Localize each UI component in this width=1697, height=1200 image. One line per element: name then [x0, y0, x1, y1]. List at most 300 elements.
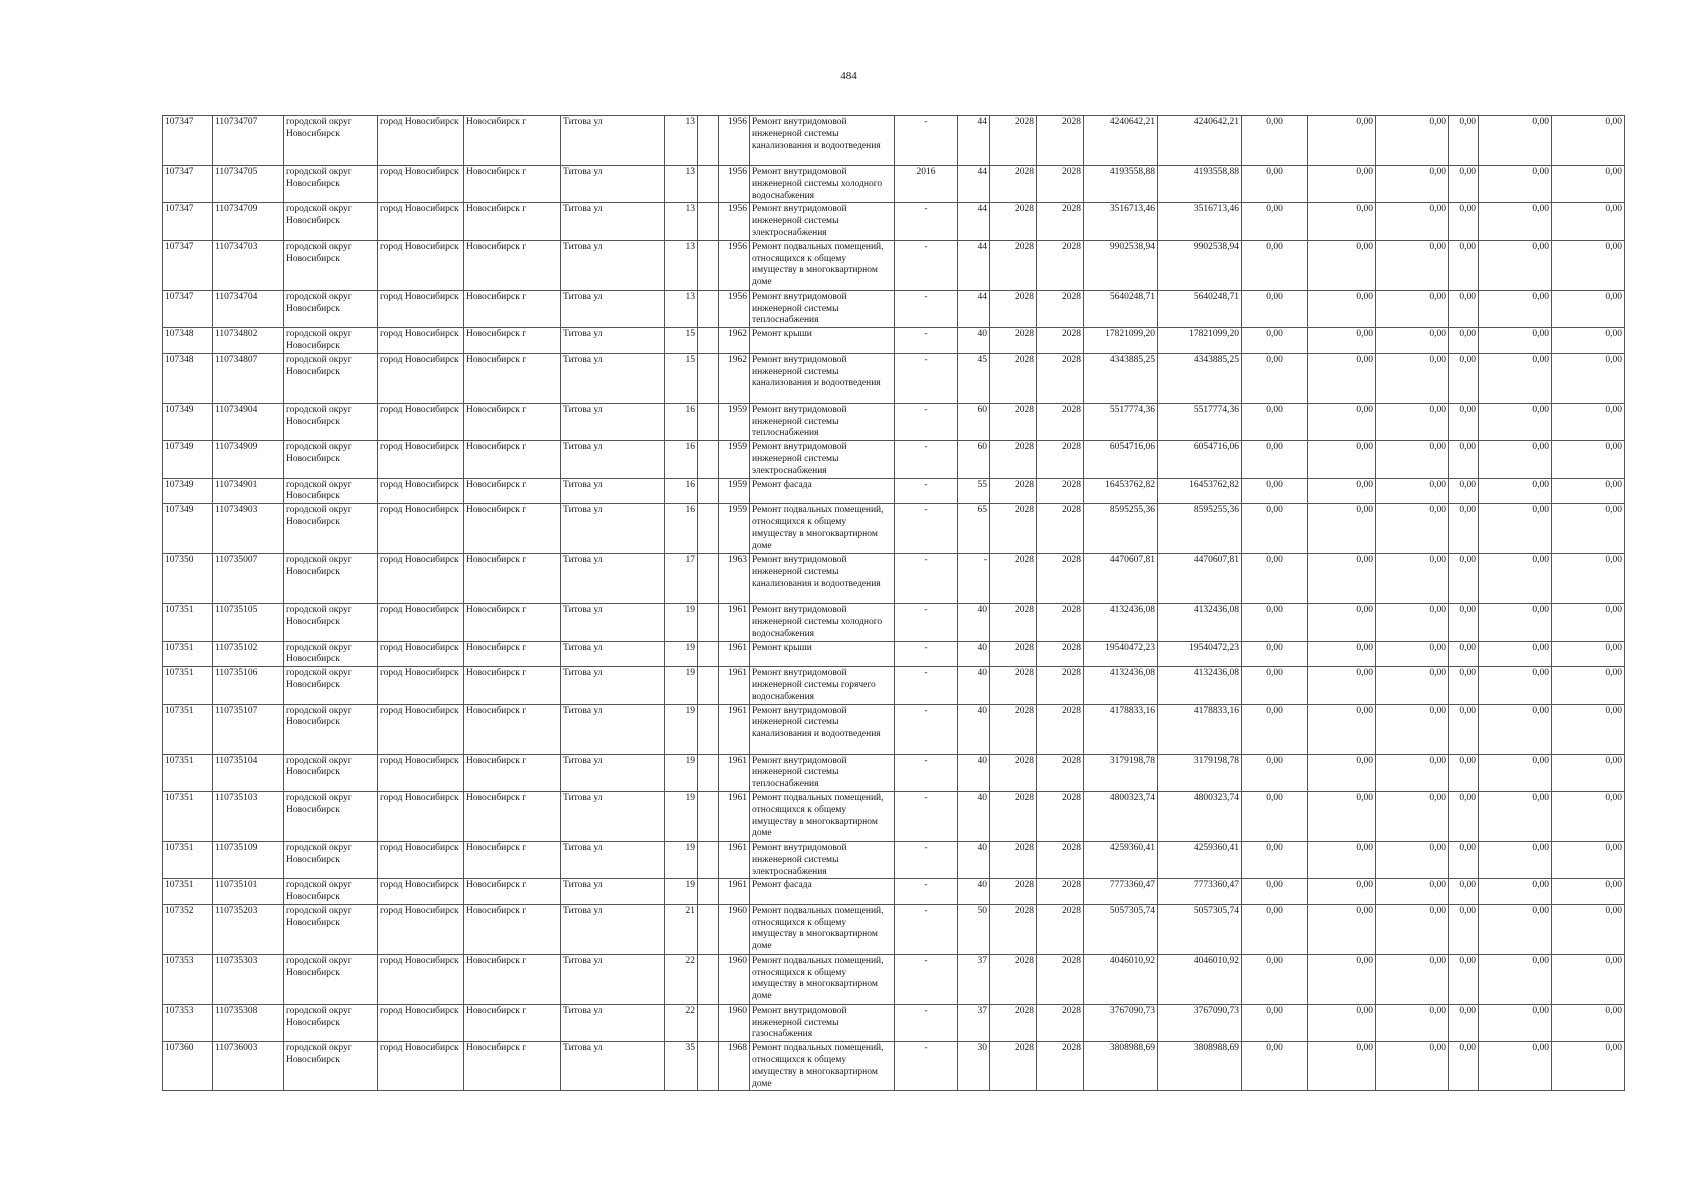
cell-work-type: Ремонт внутридомовой инженерной системы электроснабжения — [750, 441, 895, 478]
cell-district: городской округ Новосибирск — [284, 290, 378, 327]
cell-work-id: 110735007 — [213, 554, 284, 604]
cell-cost-federal: 0,00 — [1242, 791, 1308, 841]
cell-cost-regional: 3808988,69 — [1158, 1042, 1242, 1091]
cell-cost-other: 0,00 — [1552, 667, 1625, 704]
cell-cost-federal: 0,00 — [1242, 240, 1308, 290]
cell-cost-federal: 0,00 — [1242, 504, 1308, 554]
cell-plan-year-end: 2028 — [1037, 667, 1084, 704]
cell-cost-regional: 3516713,46 — [1158, 203, 1242, 240]
cell-city: Новосибирск г — [464, 1004, 561, 1041]
cell-wear-percent: 44 — [958, 290, 990, 327]
cell-city: Новосибирск г — [464, 904, 561, 954]
cell-building-id: 107351 — [163, 704, 213, 754]
cell-house-number: 19 — [665, 791, 698, 841]
cell-settlement: город Новосибирск — [378, 116, 464, 166]
cell-cost-federal: 0,00 — [1242, 754, 1308, 791]
cell-cost-federal: 0,00 — [1242, 954, 1308, 1004]
cell-street: Титова ул — [561, 166, 665, 203]
cell-work-type: Ремонт внутридомовой инженерной системы канализования и водоотведения — [750, 116, 895, 166]
cell-plan-year-start: 2028 — [990, 641, 1037, 667]
cell-city: Новосибирск г — [464, 290, 561, 327]
cell-building-letter — [698, 403, 719, 440]
cell-city: Новосибирск г — [464, 478, 561, 504]
cell-street: Титова ул — [561, 641, 665, 667]
table-row — [163, 1004, 1625, 1041]
cell-cost-subject: 0,00 — [1308, 1042, 1376, 1091]
cell-total-cost: 4132436,08 — [1084, 604, 1158, 641]
cell-wear-percent: 50 — [958, 904, 990, 954]
cell-cost-local: 0,00 — [1376, 166, 1449, 203]
cell-plan-year-end: 2028 — [1037, 353, 1084, 403]
cell-settlement: город Новосибирск — [378, 1042, 464, 1091]
cell-cost-subject: 0,00 — [1308, 441, 1376, 478]
cell-cost-federal: 0,00 — [1242, 441, 1308, 478]
cell-cost-fund: 0,00 — [1449, 441, 1479, 478]
cell-district: городской округ Новосибирск — [284, 704, 378, 754]
table-row — [163, 353, 1625, 403]
cell-cost-subject: 0,00 — [1308, 904, 1376, 954]
cell-plan-year-start: 2028 — [990, 478, 1037, 504]
cell-work-type: Ремонт внутридомовой инженерной системы теплоснабжения — [750, 290, 895, 327]
cell-street: Титова ул — [561, 328, 665, 354]
cell-settlement: город Новосибирск — [378, 203, 464, 240]
cell-cost-owners: 0,00 — [1479, 704, 1552, 754]
cell-work-id: 110735105 — [213, 604, 284, 641]
cell-wear-percent: 44 — [958, 240, 990, 290]
cell-build-year: 1959 — [719, 441, 750, 478]
cell-total-cost: 4800323,74 — [1084, 791, 1158, 841]
repair-register-table — [162, 115, 1625, 1091]
cell-cost-other: 0,00 — [1552, 240, 1625, 290]
cell-build-year: 1962 — [719, 328, 750, 354]
cell-cost-federal: 0,00 — [1242, 116, 1308, 166]
cell-cost-other: 0,00 — [1552, 791, 1625, 841]
cell-plan-year-start: 2028 — [990, 353, 1037, 403]
cell-work-id: 110735102 — [213, 641, 284, 667]
cell-cost-other: 0,00 — [1552, 441, 1625, 478]
table-row — [163, 667, 1625, 704]
cell-build-year: 1959 — [719, 403, 750, 440]
cell-cost-owners: 0,00 — [1479, 504, 1552, 554]
cell-cost-regional: 4259360,41 — [1158, 841, 1242, 878]
cell-build-year: 1960 — [719, 1004, 750, 1041]
cell-wear-percent: 40 — [958, 704, 990, 754]
cell-last-repair-year: - — [895, 403, 958, 440]
cell-cost-subject: 0,00 — [1308, 641, 1376, 667]
cell-cost-regional: 4132436,08 — [1158, 667, 1242, 704]
cell-cost-owners: 0,00 — [1479, 1042, 1552, 1091]
cell-house-number: 16 — [665, 403, 698, 440]
cell-building-id: 107353 — [163, 1004, 213, 1041]
cell-street: Титова ул — [561, 841, 665, 878]
cell-cost-regional: 9902538,94 — [1158, 240, 1242, 290]
cell-street: Титова ул — [561, 116, 665, 166]
cell-cost-federal: 0,00 — [1242, 1004, 1308, 1041]
cell-plan-year-start: 2028 — [990, 441, 1037, 478]
cell-build-year: 1956 — [719, 290, 750, 327]
cell-district: городской округ Новосибирск — [284, 1004, 378, 1041]
cell-cost-other: 0,00 — [1552, 328, 1625, 354]
cell-district: городской округ Новосибирск — [284, 328, 378, 354]
cell-work-type: Ремонт внутридомовой инженерной системы канализования и водоотведения — [750, 704, 895, 754]
cell-city: Новосибирск г — [464, 754, 561, 791]
cell-cost-owners: 0,00 — [1479, 403, 1552, 440]
cell-cost-owners: 0,00 — [1479, 1004, 1552, 1041]
cell-last-repair-year: - — [895, 353, 958, 403]
cell-last-repair-year: - — [895, 1042, 958, 1091]
cell-cost-local: 0,00 — [1376, 478, 1449, 504]
cell-wear-percent: 65 — [958, 504, 990, 554]
cell-city: Новосибирск г — [464, 441, 561, 478]
cell-district: городской округ Новосибирск — [284, 478, 378, 504]
cell-plan-year-start: 2028 — [990, 667, 1037, 704]
cell-cost-other: 0,00 — [1552, 604, 1625, 641]
cell-plan-year-end: 2028 — [1037, 504, 1084, 554]
cell-cost-local: 0,00 — [1376, 879, 1449, 905]
cell-cost-other: 0,00 — [1552, 554, 1625, 604]
cell-district: городской округ Новосибирск — [284, 403, 378, 440]
cell-plan-year-end: 2028 — [1037, 1042, 1084, 1091]
cell-cost-fund: 0,00 — [1449, 904, 1479, 954]
cell-wear-percent: 40 — [958, 641, 990, 667]
cell-plan-year-end: 2028 — [1037, 166, 1084, 203]
cell-plan-year-start: 2028 — [990, 954, 1037, 1004]
cell-cost-regional: 4178833,16 — [1158, 704, 1242, 754]
cell-building-letter — [698, 478, 719, 504]
cell-build-year: 1963 — [719, 554, 750, 604]
cell-cost-owners: 0,00 — [1479, 116, 1552, 166]
cell-cost-other: 0,00 — [1552, 704, 1625, 754]
cell-cost-federal: 0,00 — [1242, 704, 1308, 754]
cell-plan-year-start: 2028 — [990, 166, 1037, 203]
cell-cost-fund: 0,00 — [1449, 290, 1479, 327]
cell-city: Новосибирск г — [464, 667, 561, 704]
cell-district: городской округ Новосибирск — [284, 641, 378, 667]
cell-district: городской округ Новосибирск — [284, 791, 378, 841]
cell-cost-fund: 0,00 — [1449, 641, 1479, 667]
cell-district: городской округ Новосибирск — [284, 240, 378, 290]
cell-plan-year-end: 2028 — [1037, 791, 1084, 841]
cell-district: городской округ Новосибирск — [284, 754, 378, 791]
cell-cost-regional: 4193558,88 — [1158, 166, 1242, 203]
cell-wear-percent: 55 — [958, 478, 990, 504]
table-row — [163, 879, 1625, 905]
cell-cost-regional: 17821099,20 — [1158, 328, 1242, 354]
cell-cost-local: 0,00 — [1376, 554, 1449, 604]
cell-cost-subject: 0,00 — [1308, 954, 1376, 1004]
cell-cost-fund: 0,00 — [1449, 116, 1479, 166]
cell-cost-subject: 0,00 — [1308, 166, 1376, 203]
cell-wear-percent: 30 — [958, 1042, 990, 1091]
cell-city: Новосибирск г — [464, 240, 561, 290]
cell-settlement: город Новосибирск — [378, 403, 464, 440]
cell-house-number: 19 — [665, 879, 698, 905]
cell-last-repair-year: - — [895, 441, 958, 478]
cell-last-repair-year: - — [895, 290, 958, 327]
cell-cost-owners: 0,00 — [1479, 879, 1552, 905]
cell-work-type: Ремонт внутридомовой инженерной системы газоснабжения — [750, 1004, 895, 1041]
cell-cost-regional: 4470607,81 — [1158, 554, 1242, 604]
table-row — [163, 116, 1625, 166]
cell-cost-owners: 0,00 — [1479, 441, 1552, 478]
cell-district: городской округ Новосибирск — [284, 1042, 378, 1091]
cell-district: городской округ Новосибирск — [284, 841, 378, 878]
cell-last-repair-year: - — [895, 704, 958, 754]
cell-street: Титова ул — [561, 954, 665, 1004]
table-row — [163, 704, 1625, 754]
cell-wear-percent: 40 — [958, 604, 990, 641]
cell-cost-regional: 3767090,73 — [1158, 1004, 1242, 1041]
cell-settlement: город Новосибирск — [378, 1004, 464, 1041]
cell-house-number: 13 — [665, 290, 698, 327]
cell-building-letter — [698, 841, 719, 878]
cell-house-number: 13 — [665, 240, 698, 290]
cell-building-letter — [698, 641, 719, 667]
cell-building-id: 107352 — [163, 904, 213, 954]
cell-cost-other: 0,00 — [1552, 1042, 1625, 1091]
cell-cost-other: 0,00 — [1552, 841, 1625, 878]
cell-plan-year-end: 2028 — [1037, 904, 1084, 954]
cell-cost-federal: 0,00 — [1242, 641, 1308, 667]
cell-cost-other: 0,00 — [1552, 879, 1625, 905]
cell-cost-local: 0,00 — [1376, 604, 1449, 641]
cell-street: Титова ул — [561, 1004, 665, 1041]
cell-work-type: Ремонт подвальных помещений, относящихся к общему имуществу в многоквартирном доме — [750, 954, 895, 1004]
cell-plan-year-end: 2028 — [1037, 441, 1084, 478]
cell-last-repair-year: - — [895, 841, 958, 878]
cell-work-type: Ремонт подвальных помещений, относящихся к общему имуществу в многоквартирном доме — [750, 904, 895, 954]
cell-building-id: 107347 — [163, 203, 213, 240]
cell-total-cost: 17821099,20 — [1084, 328, 1158, 354]
cell-building-id: 107348 — [163, 353, 213, 403]
cell-cost-other: 0,00 — [1552, 403, 1625, 440]
cell-work-id: 110734909 — [213, 441, 284, 478]
cell-city: Новосибирск г — [464, 116, 561, 166]
cell-cost-fund: 0,00 — [1449, 754, 1479, 791]
cell-plan-year-start: 2028 — [990, 604, 1037, 641]
cell-building-letter — [698, 667, 719, 704]
cell-plan-year-start: 2028 — [990, 116, 1037, 166]
table-row — [163, 166, 1625, 203]
cell-work-type: Ремонт внутридомовой инженерной системы электроснабжения — [750, 841, 895, 878]
cell-cost-other: 0,00 — [1552, 954, 1625, 1004]
cell-building-id: 107350 — [163, 554, 213, 604]
cell-building-id: 107347 — [163, 166, 213, 203]
cell-cost-local: 0,00 — [1376, 1004, 1449, 1041]
cell-cost-subject: 0,00 — [1308, 754, 1376, 791]
cell-work-id: 110735203 — [213, 904, 284, 954]
cell-cost-fund: 0,00 — [1449, 954, 1479, 1004]
cell-cost-owners: 0,00 — [1479, 904, 1552, 954]
cell-cost-local: 0,00 — [1376, 240, 1449, 290]
cell-work-id: 110734704 — [213, 290, 284, 327]
cell-total-cost: 3179198,78 — [1084, 754, 1158, 791]
cell-cost-subject: 0,00 — [1308, 203, 1376, 240]
cell-plan-year-end: 2028 — [1037, 1004, 1084, 1041]
cell-work-id: 110736003 — [213, 1042, 284, 1091]
cell-plan-year-end: 2028 — [1037, 403, 1084, 440]
cell-street: Титова ул — [561, 791, 665, 841]
cell-building-letter — [698, 554, 719, 604]
cell-settlement: город Новосибирск — [378, 754, 464, 791]
cell-street: Титова ул — [561, 290, 665, 327]
cell-building-id: 107351 — [163, 641, 213, 667]
cell-cost-regional: 7773360,47 — [1158, 879, 1242, 905]
cell-cost-regional: 5057305,74 — [1158, 904, 1242, 954]
cell-cost-subject: 0,00 — [1308, 879, 1376, 905]
cell-work-type: Ремонт фасада — [750, 478, 895, 504]
cell-plan-year-end: 2028 — [1037, 841, 1084, 878]
cell-work-id: 110735101 — [213, 879, 284, 905]
cell-plan-year-end: 2028 — [1037, 203, 1084, 240]
cell-house-number: 16 — [665, 478, 698, 504]
cell-work-id: 110734705 — [213, 166, 284, 203]
cell-cost-local: 0,00 — [1376, 328, 1449, 354]
cell-cost-subject: 0,00 — [1308, 1004, 1376, 1041]
cell-work-type: Ремонт внутридомовой инженерной системы канализования и водоотведения — [750, 353, 895, 403]
cell-cost-federal: 0,00 — [1242, 328, 1308, 354]
cell-street: Титова ул — [561, 403, 665, 440]
cell-cost-local: 0,00 — [1376, 403, 1449, 440]
cell-wear-percent: - — [958, 554, 990, 604]
cell-settlement: город Новосибирск — [378, 841, 464, 878]
cell-work-type: Ремонт внутридомовой инженерной системы электроснабжения — [750, 203, 895, 240]
cell-cost-federal: 0,00 — [1242, 1042, 1308, 1091]
cell-total-cost: 3808988,69 — [1084, 1042, 1158, 1091]
cell-build-year: 1961 — [719, 704, 750, 754]
cell-cost-owners: 0,00 — [1479, 604, 1552, 641]
cell-cost-subject: 0,00 — [1308, 353, 1376, 403]
table-row — [163, 1042, 1625, 1091]
cell-build-year: 1968 — [719, 1042, 750, 1091]
cell-cost-federal: 0,00 — [1242, 904, 1308, 954]
cell-work-type: Ремонт внутридомовой инженерной системы теплоснабжения — [750, 754, 895, 791]
cell-district: городской округ Новосибирск — [284, 879, 378, 905]
cell-last-repair-year: - — [895, 754, 958, 791]
cell-cost-federal: 0,00 — [1242, 403, 1308, 440]
cell-cost-local: 0,00 — [1376, 704, 1449, 754]
cell-district: городской округ Новосибирск — [284, 441, 378, 478]
table-row — [163, 604, 1625, 641]
cell-plan-year-start: 2028 — [990, 403, 1037, 440]
cell-settlement: город Новосибирск — [378, 166, 464, 203]
cell-total-cost: 4178833,16 — [1084, 704, 1158, 754]
cell-cost-subject: 0,00 — [1308, 290, 1376, 327]
cell-work-type: Ремонт фасада — [750, 879, 895, 905]
cell-building-letter — [698, 604, 719, 641]
cell-build-year: 1961 — [719, 641, 750, 667]
cell-build-year: 1962 — [719, 353, 750, 403]
cell-cost-fund: 0,00 — [1449, 478, 1479, 504]
cell-cost-other: 0,00 — [1552, 353, 1625, 403]
cell-cost-federal: 0,00 — [1242, 841, 1308, 878]
cell-plan-year-start: 2028 — [990, 754, 1037, 791]
cell-wear-percent: 44 — [958, 116, 990, 166]
cell-building-letter — [698, 754, 719, 791]
cell-work-type: Ремонт внутридомовой инженерной системы холодного водоснабжения — [750, 604, 895, 641]
cell-work-type: Ремонт подвальных помещений, относящихся к общему имуществу в многоквартирном доме — [750, 1042, 895, 1091]
cell-build-year: 1961 — [719, 754, 750, 791]
cell-cost-owners: 0,00 — [1479, 203, 1552, 240]
cell-work-id: 110735106 — [213, 667, 284, 704]
cell-last-repair-year: - — [895, 1004, 958, 1041]
cell-settlement: город Новосибирск — [378, 554, 464, 604]
cell-cost-regional: 5640248,71 — [1158, 290, 1242, 327]
cell-cost-federal: 0,00 — [1242, 353, 1308, 403]
cell-build-year: 1959 — [719, 478, 750, 504]
cell-building-letter — [698, 1042, 719, 1091]
cell-work-id: 110735104 — [213, 754, 284, 791]
cell-build-year: 1956 — [719, 116, 750, 166]
cell-cost-owners: 0,00 — [1479, 754, 1552, 791]
cell-build-year: 1956 — [719, 203, 750, 240]
cell-last-repair-year: - — [895, 240, 958, 290]
cell-house-number: 19 — [665, 841, 698, 878]
cell-plan-year-start: 2028 — [990, 1042, 1037, 1091]
table-row — [163, 403, 1625, 440]
cell-wear-percent: 44 — [958, 203, 990, 240]
cell-wear-percent: 40 — [958, 754, 990, 791]
cell-building-id: 107349 — [163, 504, 213, 554]
cell-district: городской округ Новосибирск — [284, 954, 378, 1004]
cell-cost-federal: 0,00 — [1242, 554, 1308, 604]
cell-work-id: 110734802 — [213, 328, 284, 354]
cell-build-year: 1960 — [719, 904, 750, 954]
cell-cost-local: 0,00 — [1376, 754, 1449, 791]
cell-plan-year-end: 2028 — [1037, 554, 1084, 604]
cell-plan-year-start: 2028 — [990, 904, 1037, 954]
cell-work-id: 110735308 — [213, 1004, 284, 1041]
cell-cost-owners: 0,00 — [1479, 841, 1552, 878]
cell-cost-fund: 0,00 — [1449, 203, 1479, 240]
cell-wear-percent: 45 — [958, 353, 990, 403]
cell-plan-year-end: 2028 — [1037, 879, 1084, 905]
cell-building-letter — [698, 441, 719, 478]
cell-building-letter — [698, 290, 719, 327]
cell-street: Титова ул — [561, 904, 665, 954]
cell-plan-year-end: 2028 — [1037, 754, 1084, 791]
cell-plan-year-start: 2028 — [990, 791, 1037, 841]
cell-cost-other: 0,00 — [1552, 641, 1625, 667]
cell-work-type: Ремонт подвальных помещений, относящихся к общему имуществу в многоквартирном доме — [750, 504, 895, 554]
cell-district: городской округ Новосибирск — [284, 904, 378, 954]
cell-work-id: 110734709 — [213, 203, 284, 240]
cell-district: городской округ Новосибирск — [284, 667, 378, 704]
cell-total-cost: 5517774,36 — [1084, 403, 1158, 440]
cell-cost-other: 0,00 — [1552, 504, 1625, 554]
cell-cost-other: 0,00 — [1552, 166, 1625, 203]
cell-house-number: 19 — [665, 667, 698, 704]
cell-building-letter — [698, 904, 719, 954]
cell-cost-owners: 0,00 — [1479, 791, 1552, 841]
cell-street: Титова ул — [561, 504, 665, 554]
cell-city: Новосибирск г — [464, 641, 561, 667]
cell-cost-fund: 0,00 — [1449, 879, 1479, 905]
cell-settlement: город Новосибирск — [378, 328, 464, 354]
cell-cost-regional: 16453762,82 — [1158, 478, 1242, 504]
cell-total-cost: 19540472,23 — [1084, 641, 1158, 667]
cell-work-id: 110735303 — [213, 954, 284, 1004]
cell-cost-federal: 0,00 — [1242, 478, 1308, 504]
cell-cost-regional: 4046010,92 — [1158, 954, 1242, 1004]
cell-cost-other: 0,00 — [1552, 116, 1625, 166]
cell-wear-percent: 60 — [958, 441, 990, 478]
cell-cost-fund: 0,00 — [1449, 791, 1479, 841]
cell-last-repair-year: - — [895, 879, 958, 905]
cell-cost-other: 0,00 — [1552, 203, 1625, 240]
cell-cost-owners: 0,00 — [1479, 667, 1552, 704]
cell-street: Титова ул — [561, 240, 665, 290]
